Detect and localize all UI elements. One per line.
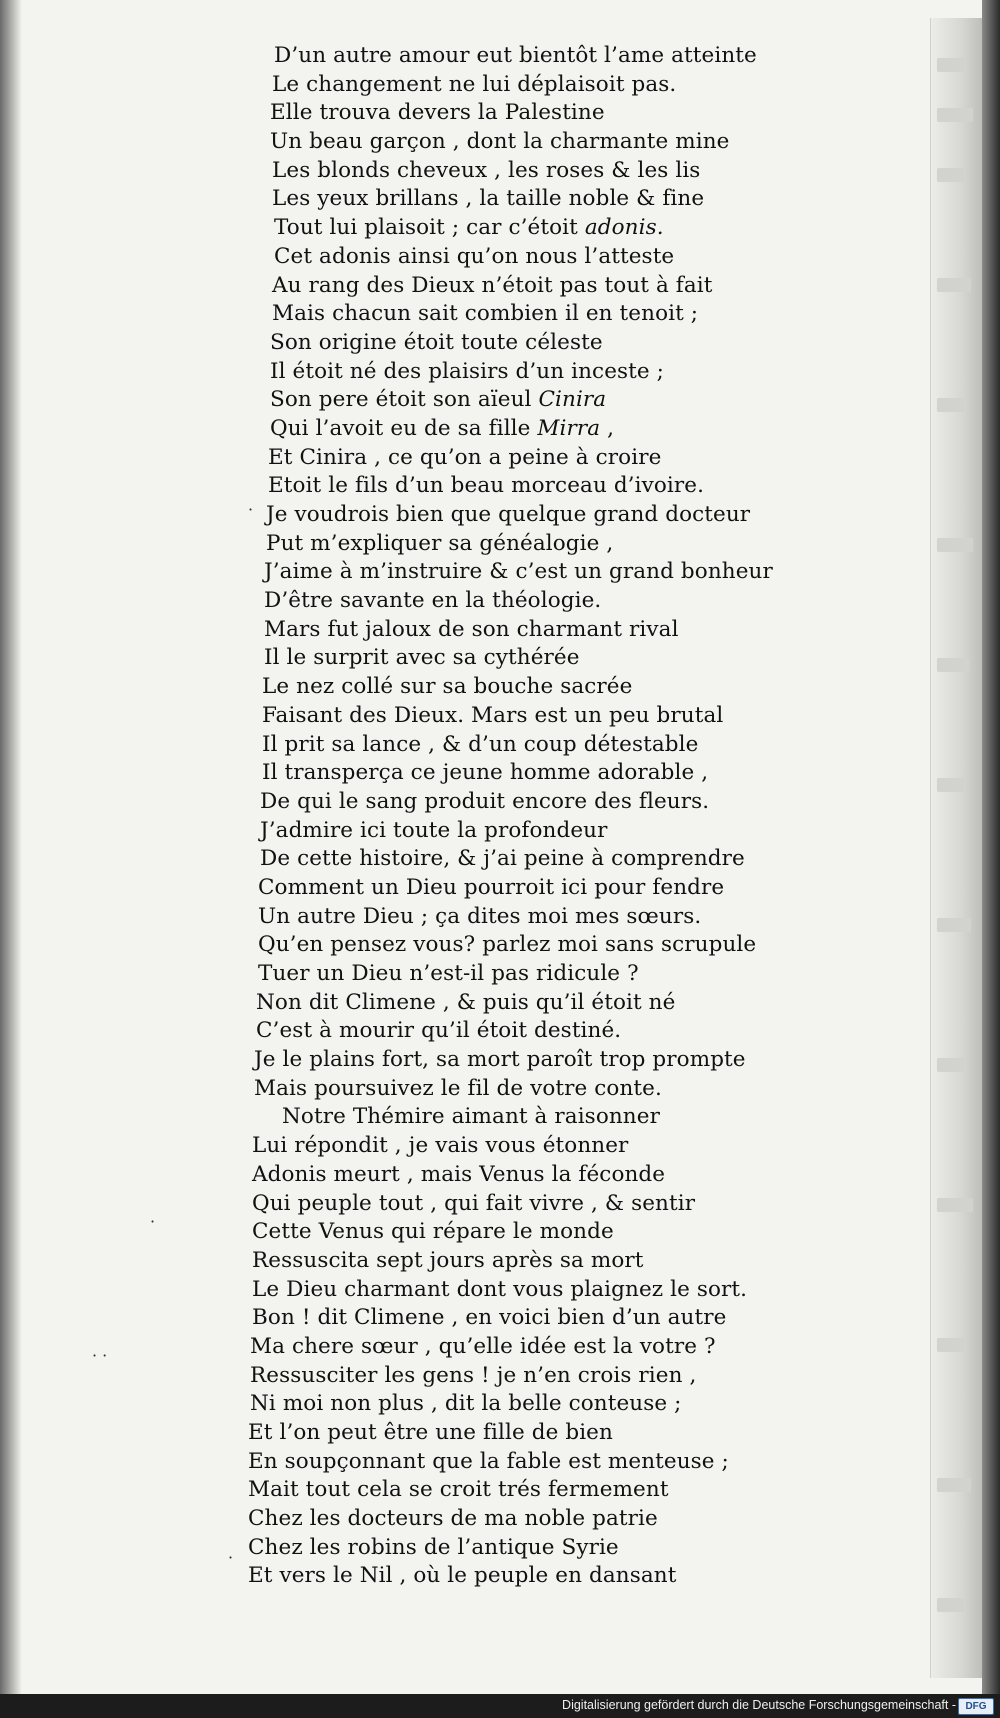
poem-line bbox=[250, 1390, 830, 1419]
poem-line bbox=[282, 1103, 830, 1132]
poem-line bbox=[274, 42, 830, 71]
poem-line bbox=[250, 1362, 830, 1391]
poem-line bbox=[272, 185, 830, 214]
poem-line-text: De qui le sang produit encore des fleurs. bbox=[260, 788, 710, 814]
poem-line bbox=[266, 530, 830, 559]
poem-line bbox=[272, 272, 830, 301]
poem-line bbox=[272, 71, 830, 100]
poem-line bbox=[252, 1190, 830, 1219]
poem-line bbox=[248, 1419, 830, 1448]
poem-line-text: Qui peuple tout , qui fait vivre , & sentir bbox=[252, 1190, 696, 1216]
poem-line-text: Lui répondit , je vais vous étonner bbox=[252, 1133, 629, 1159]
poem-line bbox=[264, 587, 830, 616]
poem-line bbox=[254, 1075, 830, 1104]
poem-line bbox=[262, 673, 830, 702]
poem-line-text: Etoit le fils d’un beau morceau d’ivoire. bbox=[268, 473, 704, 499]
poem-line-text: Non dit Climene , & puis qu’il étoit né bbox=[256, 989, 676, 1015]
poem-line-text: Le nez collé sur sa bouche sacrée bbox=[262, 674, 633, 700]
poem-line-text: Comment un Dieu pourroit ici pour fendre bbox=[258, 874, 725, 900]
poem-line-text: Son origine étoit toute céleste bbox=[270, 329, 603, 355]
ink-speck: · · bbox=[92, 1346, 108, 1365]
poem-line-text: Un beau garçon , dont la charmante mine bbox=[270, 129, 730, 155]
poem-line-text: Tout lui plaisoit ; car c’étoit bbox=[274, 215, 578, 241]
poem-line-text: Ni moi non plus , dit la belle conteuse ; bbox=[250, 1391, 682, 1417]
poem-line bbox=[264, 644, 830, 673]
poem-line bbox=[266, 501, 830, 530]
poem-line bbox=[248, 1476, 830, 1505]
poem-line-text: Il prit sa lance , & d’un coup détestable bbox=[262, 731, 699, 757]
poem-line bbox=[248, 1448, 830, 1477]
poem-line bbox=[256, 989, 830, 1018]
poem-line-text: Les blonds cheveux , les roses & les lis bbox=[272, 157, 701, 183]
poem-line bbox=[252, 1132, 830, 1161]
poem-line bbox=[252, 1304, 830, 1333]
footer-credit: Digitalisierung gefördert durch die Deutsche Forschungsgemeinschaft - bbox=[562, 1698, 956, 1712]
poem-line-text: Il transperça ce jeune homme adorable , bbox=[262, 760, 709, 786]
poem-line-text: En soupçonnant que la fable est menteuse ; bbox=[248, 1448, 729, 1474]
poem-line-text: Cet adonis ainsi qu’on nous l’atteste bbox=[274, 243, 675, 269]
poem-line bbox=[248, 1562, 830, 1591]
poem-line-text: Le changement ne lui déplaisoit pas. bbox=[272, 71, 677, 97]
poem-text bbox=[248, 42, 830, 1591]
poem-line bbox=[270, 358, 830, 387]
poem-line-text: J’aime à m’instruire & c’est un grand bonheur bbox=[264, 559, 773, 585]
poem-line-text: Je voudrois bien que quelque grand docteur bbox=[266, 502, 751, 527]
poem-line-text: Je le plains fort, sa mort paroît trop prompte bbox=[254, 1047, 746, 1073]
poem-line bbox=[264, 616, 830, 645]
poem-line bbox=[274, 214, 830, 243]
poem-line-text: Les yeux brillans , la taille noble & fine bbox=[272, 186, 705, 212]
poem-line-text: Mais chacun sait combien il en tenoit ; bbox=[272, 301, 699, 327]
poem-line-text: Mars fut jaloux de son charmant rival bbox=[264, 616, 679, 642]
poem-line-text: Au rang des Dieux n’étoit pas tout à fait bbox=[272, 272, 713, 298]
poem-line bbox=[270, 329, 830, 358]
poem-line-text: Adonis meurt , mais Venus la féconde bbox=[252, 1161, 666, 1187]
poem-line bbox=[258, 960, 830, 989]
poem-line bbox=[250, 1333, 830, 1362]
poem-line bbox=[268, 472, 830, 501]
poem-line-text: C’est à mourir qu’il étoit destiné. bbox=[256, 1018, 622, 1044]
poem-line bbox=[252, 1247, 830, 1276]
italic-name: Mirra bbox=[537, 415, 601, 441]
dfg-logo: DFG bbox=[958, 1698, 994, 1715]
poem-line-text: Un autre Dieu ; ça dites moi mes sœurs. bbox=[258, 903, 702, 929]
ink-speck: · bbox=[248, 500, 254, 519]
poem-line-text: D’être savante en la théologie. bbox=[264, 588, 602, 614]
poem-line: Qui l’avoit eu de sa fille Mirra , bbox=[270, 415, 615, 441]
poem-line-text: Ressuscita sept jours après sa mort bbox=[252, 1247, 644, 1273]
poem-line bbox=[260, 845, 830, 874]
poem-line-text: Bon ! dit Climene , en voici bien d’un autre bbox=[252, 1305, 727, 1331]
poem-line-text: Ressusciter les gens ! je n’en crois rien , bbox=[250, 1362, 697, 1388]
poem-line bbox=[258, 874, 830, 903]
poem-line bbox=[254, 1046, 830, 1075]
poem-line bbox=[272, 157, 830, 186]
poem-line-text: Notre Thémire aimant à raisonner bbox=[282, 1104, 660, 1130]
poem-line bbox=[248, 1534, 830, 1563]
poem-line-text: D’un autre amour eut bientôt l’ame atteinte bbox=[274, 43, 757, 68]
poem-line-text: Ma chere sœur , qu’elle idée est la votre ? bbox=[250, 1333, 716, 1359]
facing-page-bleed bbox=[930, 18, 983, 1678]
poem-line bbox=[268, 444, 830, 473]
poem-line bbox=[258, 903, 830, 932]
poem-line-text: J’admire ici toute la profondeur bbox=[260, 817, 608, 843]
italic-name: Cinira bbox=[538, 387, 607, 413]
poem-line-text: Et l’on peut être une fille de bien bbox=[248, 1420, 613, 1445]
poem-line bbox=[258, 931, 830, 960]
poem-line-text: Il étoit né des plaisirs d’un inceste ; bbox=[270, 358, 664, 384]
poem-line-text: De cette histoire, & j’ai peine à comprendre bbox=[260, 846, 745, 872]
poem-line bbox=[260, 817, 830, 846]
poem-line-text: Faisant des Dieux. Mars est un peu brutal bbox=[262, 702, 724, 728]
poem-line bbox=[256, 1017, 830, 1046]
poem-line-text: Il le surprit avec sa cythérée bbox=[264, 645, 580, 671]
ink-speck: · bbox=[228, 1548, 234, 1567]
poem-line-text: Cette Venus qui répare le monde bbox=[252, 1219, 614, 1245]
poem-line-text: Son pere étoit son aïeul bbox=[270, 387, 532, 413]
poem-line-text: Put m’expliquer sa généalogie , bbox=[266, 530, 614, 556]
poem-line-text: Qui l’avoit eu de sa fille bbox=[270, 415, 531, 441]
poem-line-text: Qu’en pensez vous? parlez moi sans scrupule bbox=[258, 932, 757, 958]
italic-name: adonis. bbox=[584, 215, 664, 241]
poem-line bbox=[252, 1276, 830, 1305]
poem-line bbox=[252, 1218, 830, 1247]
poem-line bbox=[270, 386, 830, 415]
poem-line-text: Et vers le Nil , où le peuple en dansant bbox=[248, 1563, 677, 1589]
poem-line-text: Chez les docteurs de ma noble patrie bbox=[248, 1506, 658, 1532]
poem-line-text: Elle trouva devers la Palestine bbox=[270, 100, 605, 126]
poem-line bbox=[252, 1161, 830, 1190]
poem-line bbox=[248, 1505, 830, 1534]
book-edge-shadow bbox=[982, 0, 1000, 1718]
poem-line bbox=[270, 128, 830, 157]
poem-line-text: Le Dieu charmant dont vous plaignez le sort. bbox=[252, 1276, 748, 1302]
poem-line-text: Mait tout cela se croit trés fermement bbox=[248, 1477, 669, 1503]
poem-line bbox=[270, 99, 830, 128]
poem-line bbox=[262, 759, 830, 788]
poem-line bbox=[272, 300, 830, 329]
ink-speck: · bbox=[150, 1212, 156, 1231]
poem-line bbox=[274, 243, 830, 272]
poem-line bbox=[260, 788, 830, 817]
poem-line bbox=[264, 558, 830, 587]
poem-line bbox=[262, 731, 830, 760]
digitization-footer bbox=[0, 1694, 1000, 1718]
poem-line-text: Chez les robins de l’antique Syrie bbox=[248, 1534, 619, 1560]
poem-line-text: Et Cinira , ce qu’on a peine à croire bbox=[268, 444, 662, 470]
poem-line-text: Mais poursuivez le fil de votre conte. bbox=[254, 1075, 662, 1101]
poem-line-text: Tuer un Dieu n’est-il pas ridicule ? bbox=[258, 961, 639, 986]
page-gutter-shadow bbox=[0, 0, 22, 1718]
poem-line bbox=[262, 702, 830, 731]
